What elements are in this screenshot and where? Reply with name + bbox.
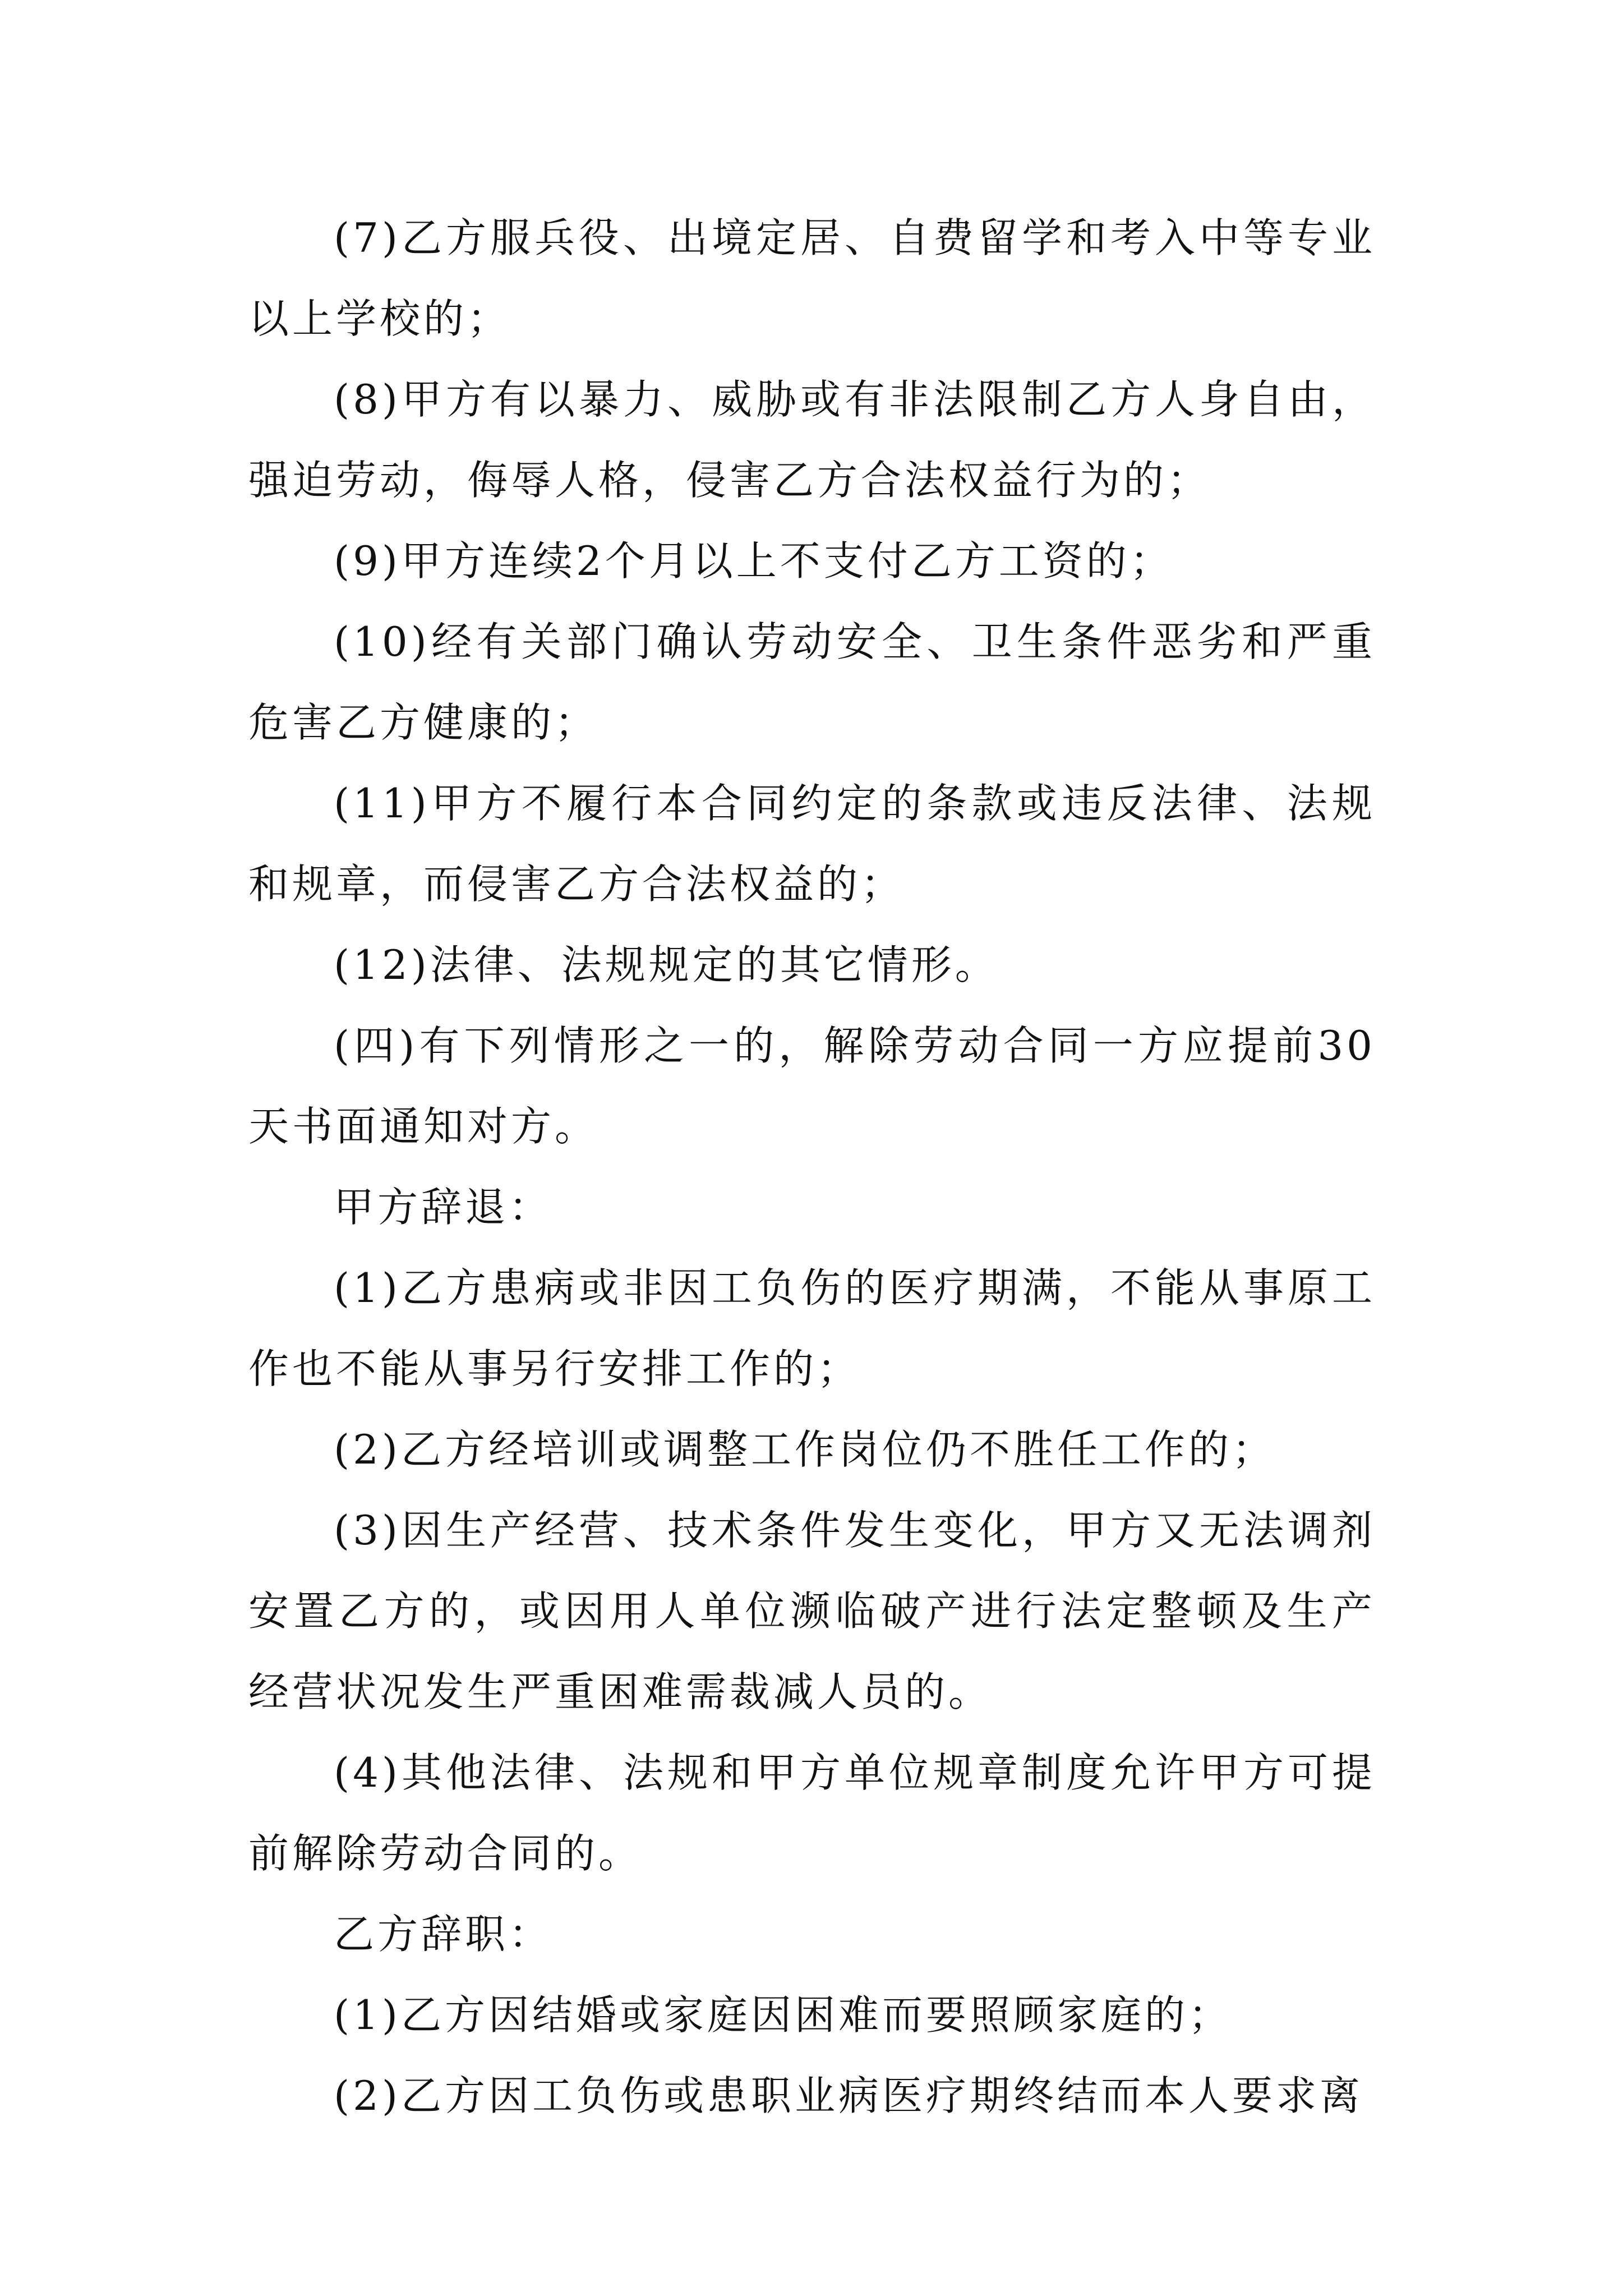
paragraph-item-9: (9)甲方连续2个月以上不支付乙方工资的； [334,537,1174,585]
dismissal-item-3: (3)因生产经营、技术条件发生变化，甲方又无法调剂安置乙方的，或因用人单位濒临破产进行法定整顿及生产经营状况发生严重困难需裁减人员的。 [248,1507,1376,1715]
dismissal-item-4: (4)其他法律、法规和甲方单位规章制度允许甲方可提前解除劳动合同的。 [248,1749,1376,1877]
resignation-item-2: (2)乙方因工负伤或患职业病医疗期终结而本人要求离 [334,2072,1363,2119]
paragraph-item-7: (7)乙方服兵役、出境定居、自费留学和考入中等专业以上学校的； [248,214,1376,342]
document-body [248,197,1376,2136]
employer-dismissal-heading: 甲方辞退： [334,1184,553,1231]
dismissal-item-1: (1)乙方患病或非因工负伤的医疗期满，不能从事原工作也不能从事另行安排工作的； [248,1264,1376,1392]
section-four-heading: (四)有下列情形之一的，解除劳动合同一方应提前30天书面通知对方。 [248,1022,1376,1150]
dismissal-item-2: (2)乙方经培训或调整工作岗位仍不胜任工作的； [334,1426,1276,1473]
paragraph-item-11: (11)甲方不履行本合同约定的条款或违反法律、法规和规章，而侵害乙方合法权益的； [248,780,1376,908]
paragraph-item-10: (10)经有关部门确认劳动安全、卫生条件恶劣和严重危害乙方健康的； [248,618,1376,746]
paragraph-item-12: (12)法律、法规规定的其它情形。 [334,941,999,988]
employee-resignation-heading: 乙方辞职： [334,1911,553,1958]
paragraph-item-8: (8)甲方有以暴力、威胁或有非法限制乙方人身自由，强迫劳动，侮辱人格，侵害乙方合法权益行为的； [248,376,1376,504]
resignation-item-1: (1)乙方因结婚或家庭因困难而要照顾家庭的； [334,1991,1232,2039]
